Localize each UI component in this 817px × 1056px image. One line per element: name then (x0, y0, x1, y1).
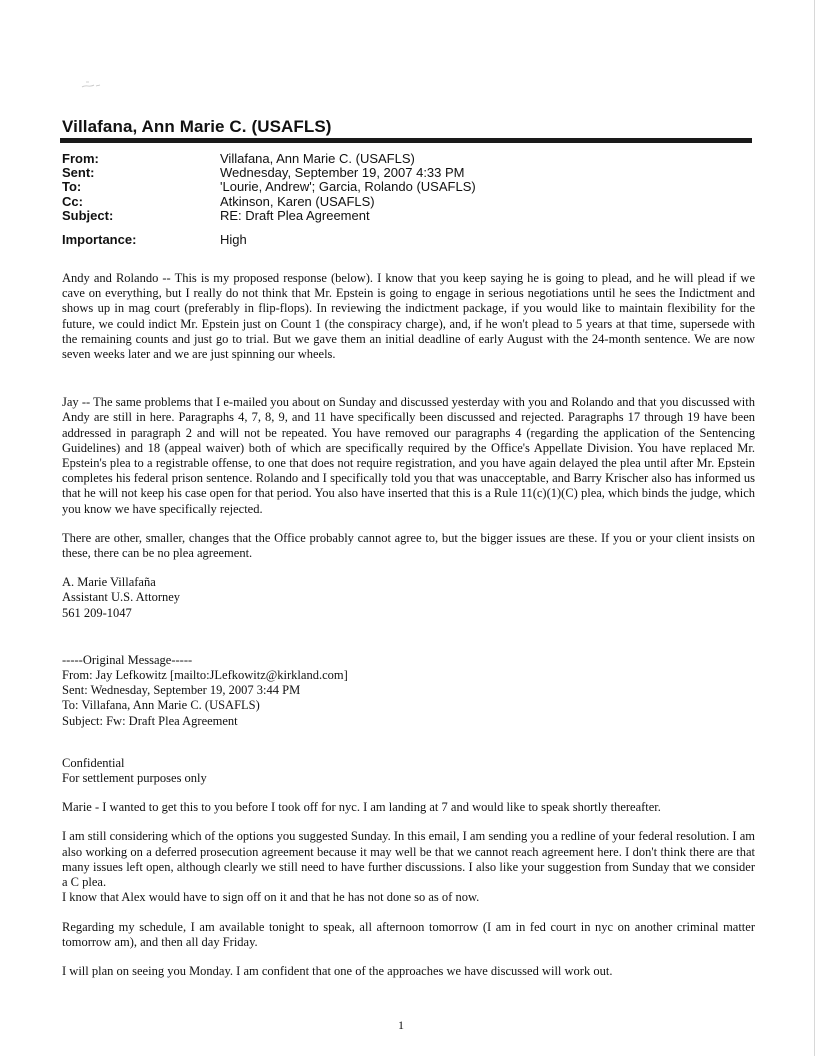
header-cc (62, 195, 752, 209)
signature-title: Assistant U.S. Attorney (62, 590, 181, 605)
original-message-sent: Sent: Wednesday, September 19, 2007 3:44 PM (62, 683, 301, 698)
signature-phone: 561 209-1047 (62, 605, 132, 620)
header-sent-label: Sent: (62, 165, 95, 181)
body-paragraph-jay: Jay -- The same problems that I e-mailed you about on Sunday and discussed yesterday with you and Rolando and that you discussed with Andy are still in here. Paragraphs 4, 7, 8, 9, and 11 have specifically been discussed and rejected. Paragraphs 17 through 19 have been addressed in paragraph 2 and will not be repeated. You have removed our paragraphs 4 (regarding the application of the Sentencing Guidelines) and 18 (appeal waiver) both of which are specifically required by the Office's Appellate Division. You have replaced Mr. Epstein's plea to a registrable offense, to one that does not require registration, and you have again delayed the plea until after Mr. Epstein completes his federal prison sentence. Rolando and I specifically told you that was unacceptable, and Barry Krischer also has informed us that he will not keep his case open for that period. You also have inserted that this is a Rule 11(c)(1)(C) plea, which binds the judge, which you know we have specifically rejected. (62, 395, 755, 516)
header-importance (62, 233, 752, 247)
page-number: 1 (398, 1018, 404, 1032)
header-to (62, 180, 752, 194)
header-from-value: Villafana, Ann Marie C. (USAFLS) (220, 151, 415, 166)
original-message-to: To: Villafana, Ann Marie C. (USAFLS) (62, 698, 260, 713)
header-importance-value: High (220, 231, 247, 247)
confidential-notice (62, 756, 755, 786)
header-from-label: From: (62, 151, 99, 166)
header-cc-value: Atkinson, Karen (USAFLS) (220, 193, 375, 209)
header-subject-value: RE: Draft Plea Agreement (220, 207, 370, 223)
signature-name: A. Marie Villafaña (62, 575, 156, 590)
sender-heading: Villafana, Ann Marie C. (USAFLS) (62, 117, 332, 136)
original-message-divider: -----Original Message----- (62, 652, 193, 667)
settlement-purposes-label: For settlement purposes only (62, 771, 207, 786)
header-subject (62, 209, 752, 223)
header-sent (62, 166, 752, 180)
header-cc-label: Cc: (62, 193, 83, 209)
scan-edge-line (814, 0, 815, 1056)
body-paragraph-marie: Marie - I wanted to get this to you before I took off for nyc. I am landing at 7 and would like to speak shortly thereafter. (62, 800, 661, 815)
body-paragraph-alex: I know that Alex would have to sign off on it and that he has not done so as of now. (62, 890, 480, 905)
body-paragraph-monday: I will plan on seeing you Monday. I am confident that one of the approaches we have discussed will work out. (62, 963, 613, 978)
email-body (62, 271, 755, 979)
header-subject-label: Subject: (62, 207, 114, 223)
body-paragraph-schedule: Regarding my schedule, I am available tonight to speak, all afternoon tomorrow (I am in fed court in nyc on another criminal matter tomorrow am), and then all day Friday. (62, 919, 755, 949)
header-to-value: 'Lourie, Andrew'; Garcia, Rolando (USAFLS) (220, 179, 476, 195)
body-paragraph-other-changes: There are other, smaller, changes that the Office probably cannot agree to, but the bigger issues are these. If you or your client insists on these, there can be no plea agreement. (62, 530, 755, 561)
body-paragraph-options: I am still considering which of the options you suggested Sunday. In this email, I am sending you a redline of your federal resolution. I am also working on a deferred prosecution agreement because it may well be that we cannot reach agreement here. I don't think there are that many issues left open, although clearly we still need to have further discussions. I also like your suggestion from Sunday that we consider a C plea. (62, 829, 755, 890)
original-message-header (62, 653, 755, 729)
header-to-label: To: (62, 179, 82, 195)
header-from (62, 152, 752, 166)
body-paragraph-andy-rolando: Andy and Rolando -- This is my proposed response (below). I know that you keep saying he is going to plead, and he will plead if we cave on everything, but I really do not think that Mr. Epstein is going to engage in serious negotiations until he sees the Indictment and shows up in mag court (preferably in flip-flops). In reviewing the indictment package, if you would like to maintain flexibility for the future, we could indict Mr. Epstein just on Count 1 (the conspiracy charge), and, if he won't plead to 5 years at that time, supersede with the remaining counts and just go to trial. But we gave them an initial deadline of early August with the 24-month sentence. We are now seven weeks later and we are just spinning our wheels. (62, 271, 755, 362)
original-message-subject: Subject: Fw: Draft Plea Agreement (62, 713, 238, 728)
scan-artifact-mark (80, 80, 104, 90)
confidential-label: Confidential (62, 755, 125, 770)
signature-block (62, 575, 755, 621)
heading-rule (60, 138, 752, 143)
header-importance-label: Importance: (62, 231, 137, 247)
header-sent-value: Wednesday, September 19, 2007 4:33 PM (220, 165, 465, 181)
original-message-from: From: Jay Lefkowitz [mailto:JLefkowitz@kirkland.com] (62, 668, 348, 683)
email-header-block (62, 152, 752, 247)
